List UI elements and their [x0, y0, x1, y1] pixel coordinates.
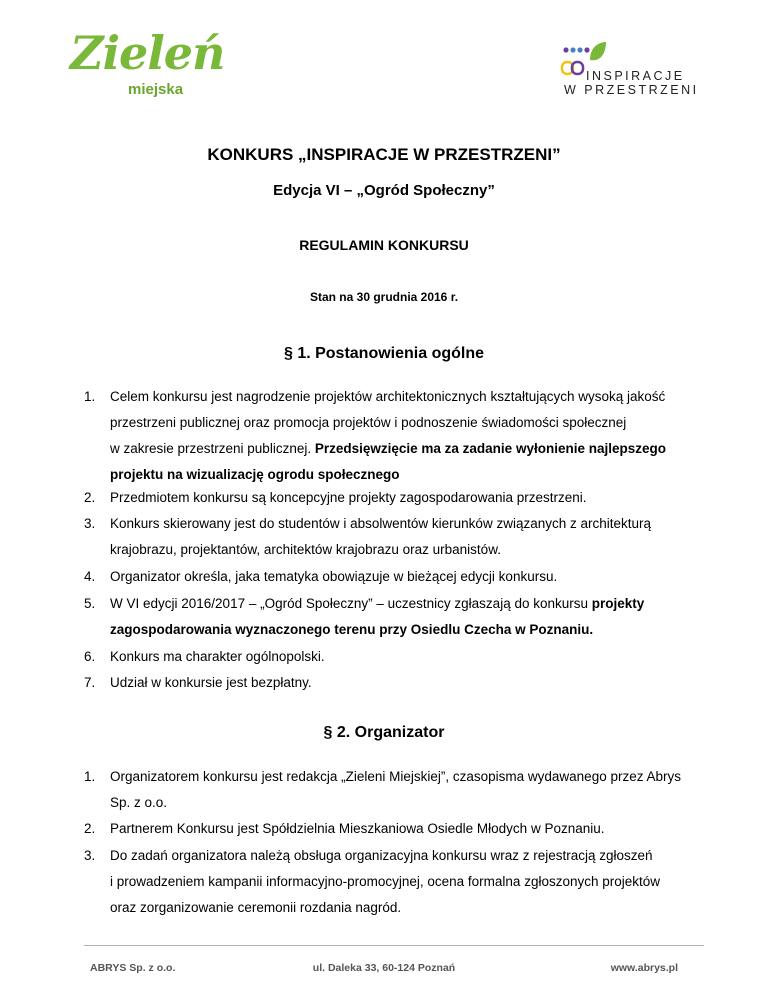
document-title: KONKURS „INSPIRACJE W PRZESTRZENI” [207, 145, 561, 164]
logo-subtitle: miejska [128, 81, 184, 98]
list-item: 1. Organizatorem konkursu jest redakcja „Zieleni Miejskiej”, czasopisma wydawanego przez Abrys Sp. z o.o. [84, 769, 681, 810]
list-item: 3. Do zadań organizatora należą obsługa organizacyjna konkursu wraz z rejestracją zgłoszeń i prowadzeniem kampanii informacyjno-promocyjnej, ocena formalna zgłoszonych projektów oraz zorganizowanie ceremonii rozdania nagród. [84, 848, 661, 915]
status-date: Stan na 30 grudnia 2016 r. [309, 290, 459, 304]
regulamin-heading: REGULAMIN KONKURSU [299, 237, 469, 253]
list-item: 2. Partnerem Konkursu jest Spółdzielnia Mieszkaniowa Osiedle Młodych w Poznaniu. [84, 821, 605, 836]
list-item: 7. Udział w konkursie jest bezpłatny. [84, 675, 312, 690]
logo-line-2: W PRZESTRZENI [564, 83, 699, 97]
footer-divider [84, 945, 704, 946]
list-item: 5. W VI edycji 2016/2017 – „Ogród Społeczny” – uczestnicy zgłaszają do konkursu projekty zagospodarowania wyznaczonego terenu przy Osiedlu Czecha w Poznaniu. [84, 596, 645, 637]
footer-company: ABRYS Sp. z o.o. [90, 962, 176, 974]
list-item: 6. Konkurs ma charakter ogólnopolski. [84, 649, 325, 664]
zielen-miejska-logo [70, 26, 225, 102]
list-item: 4. Organizator określa, jaka tematyka obowiązuje w bieżącej edycji konkursu. [84, 569, 558, 584]
list-item: 1. Celem konkursu jest nagrodzenie projektów architektonicznych kształtujących wysoką jakość przestrzeni publicznej oraz promocja projektów i podnoszenie świadomości społecznej w zakresie przestrzeni publicznej. Przedsięwzięcie ma za zadanie wyłonienie najlepszego projektu na wizualizację ogrodu społecznego [84, 389, 666, 482]
footer-address: ul. Daleka 33, 60-124 Poznań [312, 962, 456, 974]
logo-line-1: INSPIRACJE [586, 69, 685, 83]
logo-wordmark: Zieleń [70, 26, 225, 80]
list-item: 2. Przedmiotem konkursu są koncepcyjne projekty zagospodarowania przestrzeni. [84, 490, 587, 505]
section-1-heading: § 1. Postanowienia ogólne [283, 345, 485, 362]
list-item: 3. Konkurs skierowany jest do studentów i absolwentów kierunków związanych z architekturą krajobrazu, projektantów, architektów krajobrazu oraz urbanistów. [84, 516, 652, 557]
footer-website[interactable]: www.abrys.pl [610, 962, 678, 974]
inspiracje-logo [560, 40, 710, 96]
edition-title: Edycja VI – „Ogród Społeczny” [273, 182, 495, 199]
section-2-heading: § 2. Organizator [323, 724, 445, 741]
